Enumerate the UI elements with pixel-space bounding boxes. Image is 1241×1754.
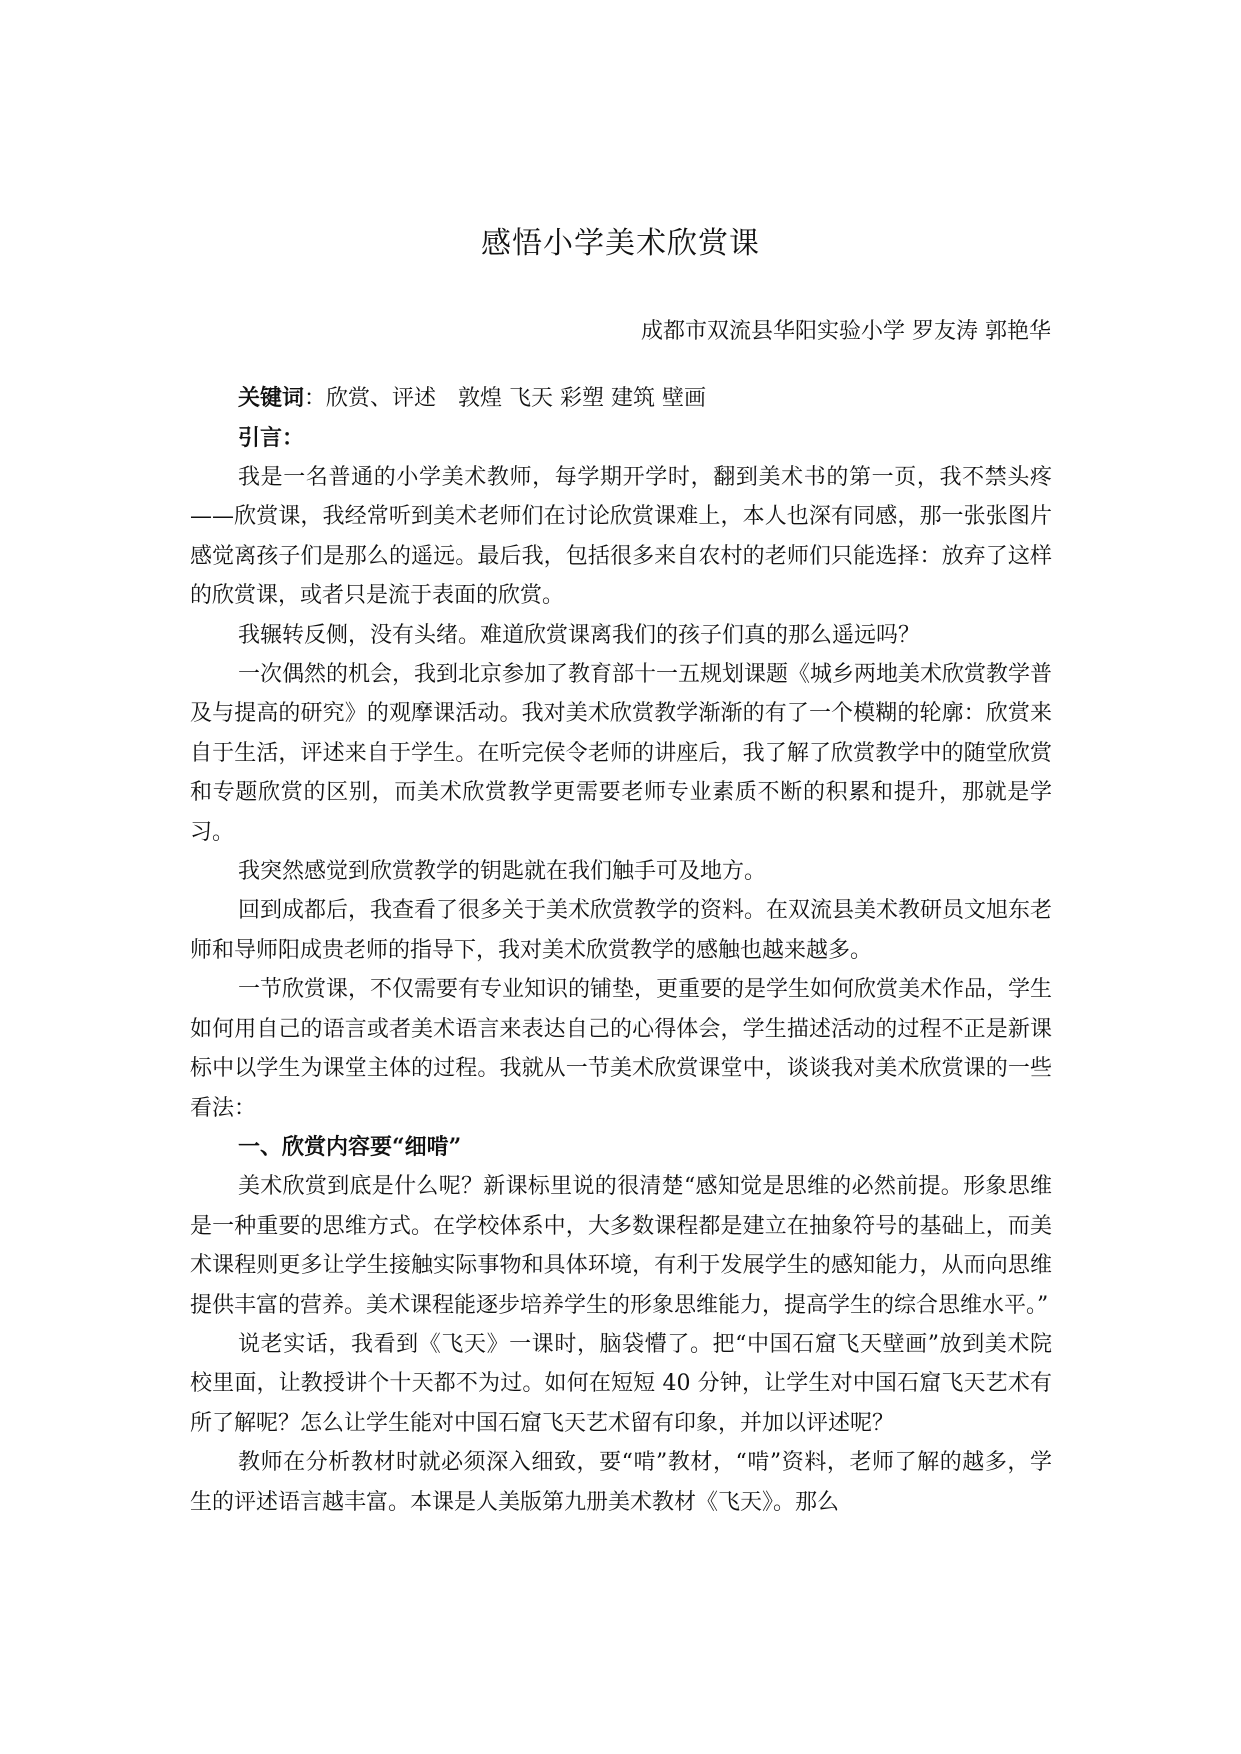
paragraph: 一节欣赏课，不仅需要有专业知识的铺垫，更重要的是学生如何欣赏美术作品，学生如何用自己的语言或者美术语言来表达自己的心得体会，学生描述活动的过程不正是新课标中以学生为课堂主体的过程。我就从一节美术欣赏课堂中，谈谈我对美术欣赏课的一些看法： — [190, 977, 1053, 1121]
keywords-line — [238, 380, 706, 417]
body-text — [190, 458, 1052, 1522]
keywords-text: ：欣赏、评述 敦煌 飞天 彩塑 建筑 壁画 — [304, 386, 706, 411]
paragraph: 我突然感觉到欣赏教学的钥匙就在我们触手可及地方。 — [238, 859, 767, 885]
intro-label: 引言： — [238, 425, 305, 451]
keywords-label: 关键词 — [238, 385, 305, 411]
paragraph: 我是一名普通的小学美术教师，每学期开学时，翻到美术书的第一页，我不禁头疼——欣赏课，我经常听到美术老师们在讨论欣赏课难上，本人也深有同感，那一张张图片感觉离孩子们是那么的遥远。最后我，包括很多来自农村的老师们只能选择：放弃了这样的欣赏课，或者只是流于表面的欣赏。 — [190, 465, 1052, 609]
section-heading: 一、欣赏内容要“细啃” — [238, 1133, 462, 1160]
paragraph: 一次偶然的机会，我到北京参加了教育部十一五规划课题《城乡两地美术欣赏教学普及与提高的研究》的观摩课活动。我对美术欣赏教学渐渐的有了一个模糊的轮廓：欣赏来自于生活，评述来自于学生。在听完侯令老师的讲座后，我了解了欣赏教学中的随堂欣赏和专题欣赏的区别，而美术欣赏教学更需要老师专业素质不断的积累和提升，那就是学习。 — [190, 662, 1053, 845]
author-line: 成都市双流县华阳实验小学 罗友涛 郭艳华 — [641, 319, 1051, 344]
paragraph: 教师在分析教材时就必须深入细致，要“啃”教材，“啃”资料，老师了解的越多，学生的评述语言越丰富。本课是人美版第九册美术教材《飞天》。那么 — [190, 1450, 1052, 1515]
document-title: 感悟小学美术欣赏课 — [481, 226, 760, 261]
paragraph: 美术欣赏到底是什么呢？新课标里说的很清楚“感知觉是思维的必然前提。形象思维是一种重要的思维方式。在学校体系中，大多数课程都是建立在抽象符号的基础上，而美术课程则更多让学生接触实际事物和具体环境，有利于发展学生的感知能力，从而向思维提供丰富的营养。美术课程能逐步培养学生的形象思维能力，提高学生的综合思维水平。” — [190, 1174, 1052, 1318]
paragraph: 说老实话，我看到《飞天》一课时，脑袋懵了。把“中国石窟飞天壁画”放到美术院校里面，让教授讲个十天都不为过。如何在短短 40 分钟，让学生对中国石窟飞天艺术有所了解呢？怎么让学生能对中国石窟飞天艺术留有印象，并加以评述呢？ — [190, 1331, 1052, 1436]
paragraph: 回到成都后，我查看了很多关于美术欣赏教学的资料。在双流县美术教研员文旭东老师和导师阳成贵老师的指导下，我对美术欣赏教学的感触也越来越多。 — [190, 898, 1053, 963]
paragraph: 我辗转反侧，没有头绪。难道欣赏课离我们的孩子们真的那么遥远吗？ — [238, 622, 921, 648]
